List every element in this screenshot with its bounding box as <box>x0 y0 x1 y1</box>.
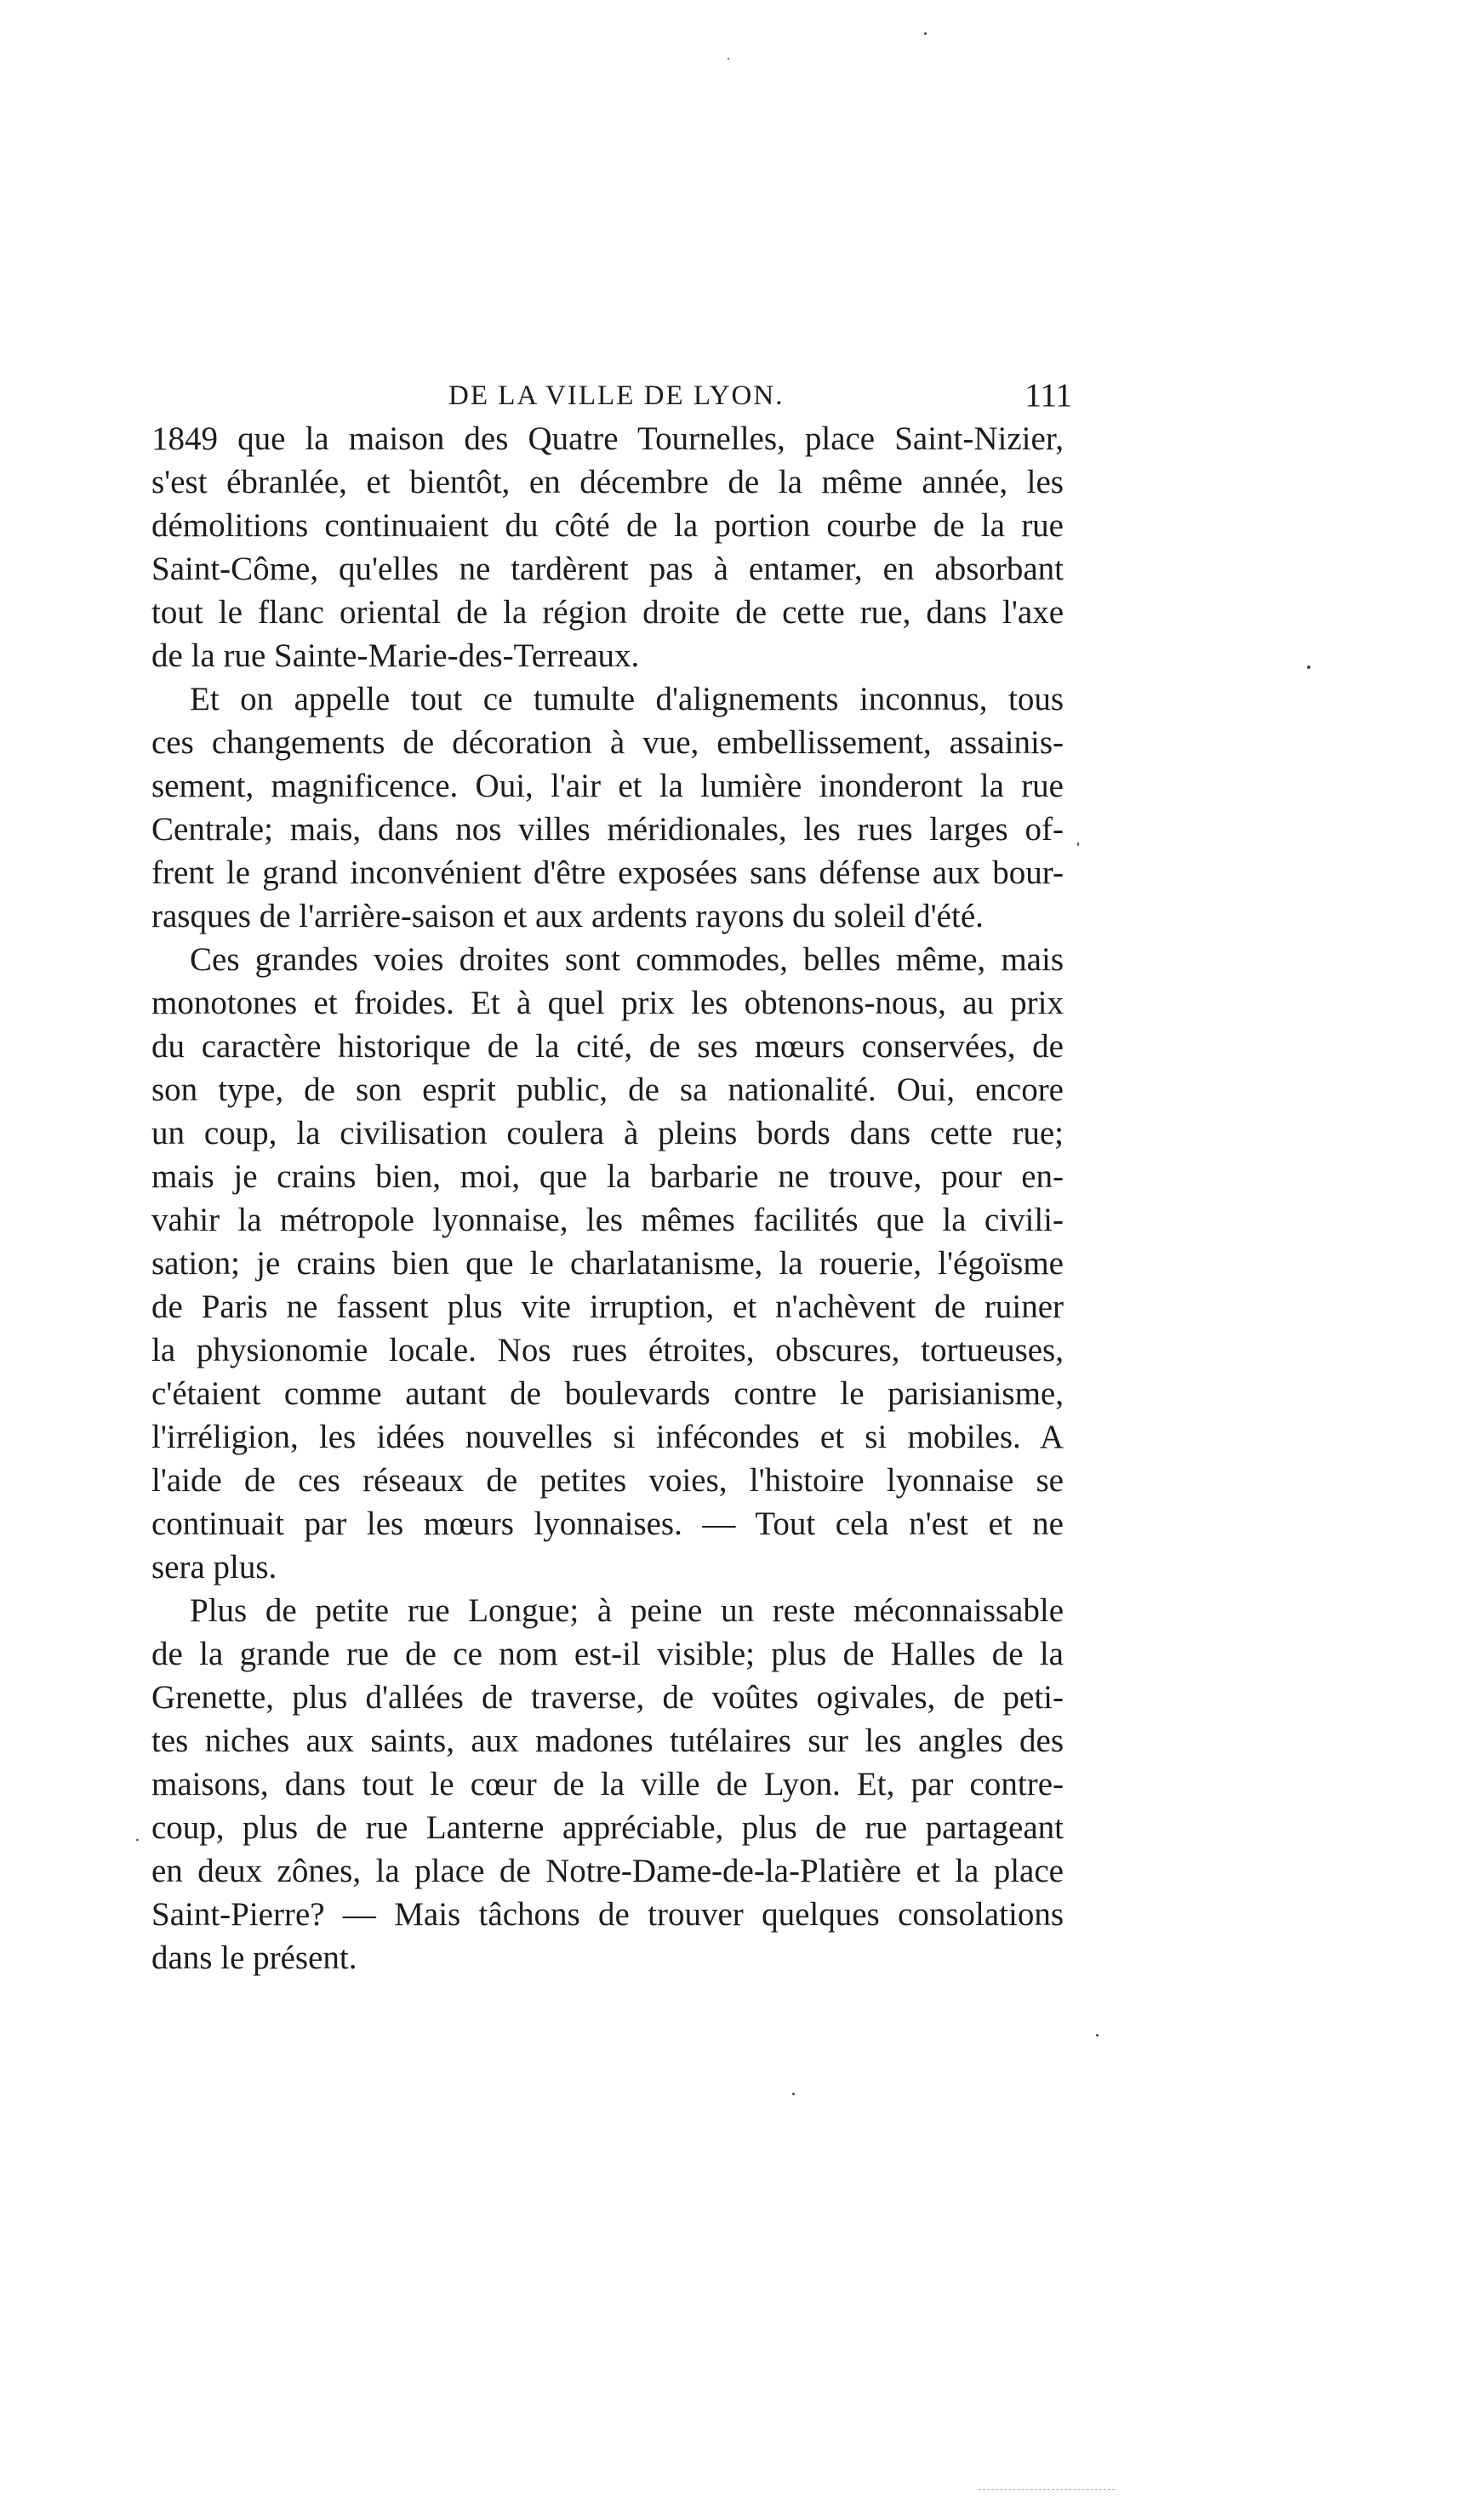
paragraph <box>151 1589 1064 1980</box>
scan-edge-line <box>979 2489 1115 2490</box>
text-line: coup, plus de rue Lanterne appréciable, plus de rue partageant <box>151 1809 1064 1846</box>
text-line: la physionomie locale. Nos rues étroites, obscures, tortueuses, <box>151 1332 1064 1368</box>
text-line: c'étaient comme autant de boulevards contre le parisianisme, <box>151 1375 1064 1412</box>
scan-speck <box>1077 843 1079 846</box>
text-line: ces changements de décoration à vue, embellissement, assainis- <box>151 724 1064 761</box>
text-line: Centrale; mais, dans nos villes méridionales, les rues larges of- <box>151 811 1064 848</box>
text-line: l'aide de ces réseaux de petites voies, l'histoire lyonnaise se <box>151 1462 1064 1499</box>
text-line: l'irréligion, les idées nouvelles si infécondes et si mobiles. A <box>151 1419 1064 1455</box>
text-line: frent le grand inconvénient d'être exposées sans défense aux bour- <box>151 854 1064 891</box>
body-text <box>151 417 1064 1980</box>
scan-speck <box>1096 2034 1099 2037</box>
text-line: en deux zônes, la place de Notre-Dame-de-la-Platière et la place <box>151 1853 1064 1889</box>
text-line: un coup, la civilisation coulera à pleins bords dans cette rue; <box>151 1115 1064 1151</box>
text-line: sation; je crains bien que le charlatanisme, la rouerie, l'égoïsme <box>151 1245 1064 1282</box>
text-line: Saint-Côme, qu'elles ne tardèrent pas à entamer, en absorbant <box>151 551 1064 587</box>
text-line: Plus de petite rue Longue; à peine un reste méconnaissable <box>190 1592 1064 1629</box>
paragraph <box>151 677 1064 938</box>
text-line: dans le présent. <box>151 1940 357 1976</box>
text-line: de la grande rue de ce nom est-il visible; plus de Halles de la <box>151 1636 1064 1672</box>
page-number: 111 <box>1025 377 1072 414</box>
text-line: maisons, dans tout le cœur de la ville de Lyon. Et, par contre- <box>151 1766 1064 1802</box>
paragraph <box>151 417 1064 677</box>
scan-speck <box>1307 666 1310 669</box>
text-line: démolitions continuaient du côté de la portion courbe de la rue <box>151 507 1064 544</box>
text-line: son type, de son esprit public, de sa nationalité. Oui, encore <box>151 1071 1064 1108</box>
text-line: de la rue Sainte-Marie-des-Terreaux. <box>151 637 640 674</box>
running-head-title: DE LA VILLE DE LYON. <box>448 380 785 411</box>
text-line: sement, magnificence. Oui, l'air et la lumière inonderont la rue <box>151 768 1064 804</box>
text-line: tout le flanc oriental de la région droite de cette rue, dans l'axe <box>151 594 1064 631</box>
text-line: mais je crains bien, moi, que la barbarie ne trouve, pour en- <box>151 1158 1064 1195</box>
text-line: Ces grandes voies droites sont commodes, belles même, mais <box>190 941 1064 978</box>
text-line: du caractère historique de la cité, de ses mœurs conservées, de <box>151 1028 1064 1065</box>
scan-speck <box>924 32 927 35</box>
text-line: 1849 que la maison des Quatre Tournelles, place Saint-Nizier, <box>151 420 1064 457</box>
text-line: rasques de l'arrière-saison et aux ardents rayons du soleil d'été. <box>151 898 984 934</box>
paragraph <box>151 938 1064 1589</box>
text-line: continuait par les mœurs lyonnaises. — Tout cela n'est et ne <box>151 1505 1064 1542</box>
text-line: monotones et froides. Et à quel prix les obtenons-nous, au prix <box>151 985 1064 1021</box>
text-line: vahir la métropole lyonnaise, les mêmes facilités que la civili- <box>151 1202 1064 1238</box>
scan-speck <box>136 1839 139 1841</box>
text-line: de Paris ne fassent plus vite irruption, et n'achèvent de ruiner <box>151 1288 1064 1325</box>
text-line: Saint-Pierre? — Mais tâchons de trouver quelques consolations <box>151 1896 1064 1933</box>
text-line: Et on appelle tout ce tumulte d'alignements inconnus, tous <box>190 681 1064 717</box>
scan-speck <box>728 58 729 60</box>
text-line: sera plus. <box>151 1549 277 1585</box>
text-line: tes niches aux saints, aux madones tutélaires sur les angles des <box>151 1722 1064 1759</box>
text-line: Grenette, plus d'allées de traverse, de voûtes ogivales, de peti- <box>151 1679 1064 1716</box>
scan-speck <box>792 2093 795 2095</box>
text-line: s'est ébranlée, et bientôt, en décembre de la même année, les <box>151 464 1064 500</box>
running-head <box>157 372 1072 420</box>
